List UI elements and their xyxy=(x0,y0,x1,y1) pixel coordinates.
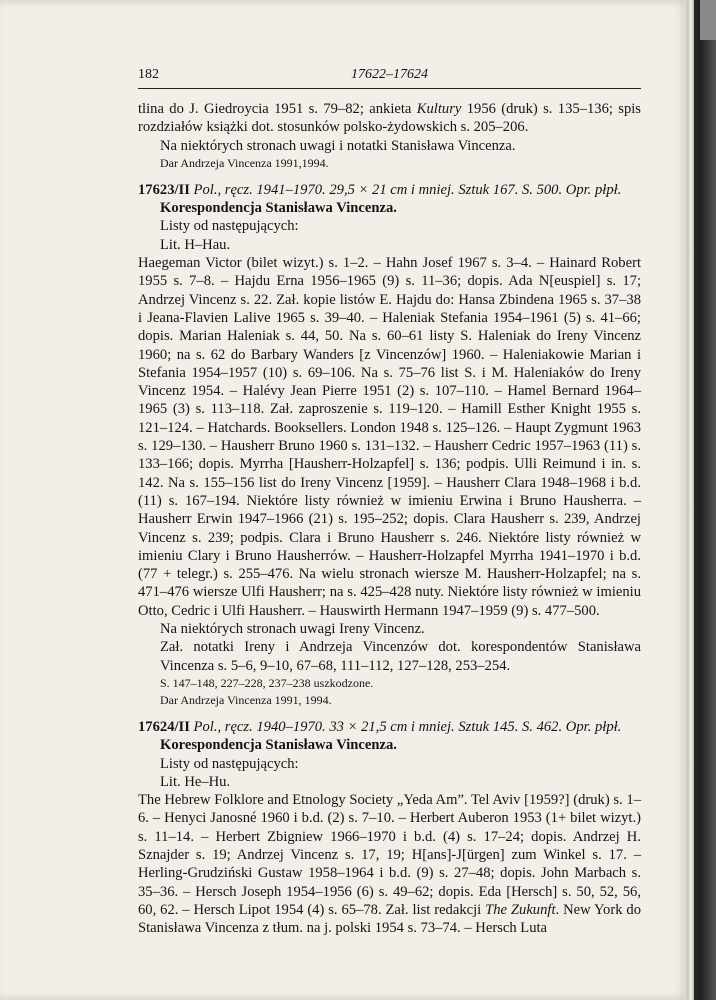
entry-17624-range: Lit. He–Hu. xyxy=(160,773,231,790)
page-number: 182 xyxy=(138,67,159,82)
entry-17624-body xyxy=(138,791,641,937)
entry-17624-head xyxy=(138,718,641,736)
intro-provenance: Dar Andrzeja Vincenza 1991,1994. xyxy=(160,155,329,170)
entry-17624-title: Korespondencja Stanisława Vincenza. xyxy=(160,737,397,754)
entry-17624-letters-from: Listy od następujących: xyxy=(160,755,299,772)
entry-17624-signature: 17624/II xyxy=(138,718,190,735)
entry-17623-remark: Na niektórych stronach uwagi Ireny Vincenz. xyxy=(160,621,425,638)
scanner-edge xyxy=(700,0,716,40)
intro-paragraph xyxy=(138,100,641,137)
entry-17623-signature: 17623/II xyxy=(138,181,190,198)
entry-17623-title: Korespondencja Stanisława Vincenza. xyxy=(160,200,397,217)
spacer xyxy=(138,172,641,181)
entry-17624-description: Pol., ręcz. 1940–1970. 33 × 21,5 cm i mniej. Sztuk 145. S. 462. Opr. płpł. xyxy=(189,718,622,735)
intro-italic: Kultury xyxy=(416,101,462,117)
intro-remark: Na niektórych stronach uwagi i notatki Stanisława Vincenza. xyxy=(160,137,516,154)
entry-17623-head xyxy=(138,181,641,199)
page-content xyxy=(138,100,641,937)
entry-17623-body: Haegeman Victor (bilet wizyt.) s. 1–2. – Hahn Josef 1967 s. 3–4. – Hainard Robert 1955 s. 7–8. – Hajdu Erna 1956–1965 (9) s. 11–36; dopis. Ada N[euspiel] s. 17; Andrzej Vincenz s. 22. Zał. kopie listów E. Hajdu do: Hansa Zbindena 1965 s. 37–38 i Jeana-Flavien Lalive 1965 s. 39–40. – Haleniak Stefania 1954–1961 (5) s. 41–66; dopis. Marian Haleniak s. 44, 50. Na s. 60–61 listy S. Haleniak do Ireny Vincenz 1960; na s. 62 do Barbary Wanders [z Vincenzów] 1960. – Haleniakowie Marian i Stefania 1954–1957 (10) s. 69–106. Na s. 75–76 list S. i M. Haleniaków do Ireny Vincenz 1954. – Halévy Jean Pierre 1951 (2) s. 107–110. – Hamel Bernard 1964–1965 (3) s. 113–118. Zał. zaproszenie s. 119–120. – Hamill Esther Knight 1955 s. 121–124. – Hatchards. Booksellers. London 1948 s. 125–126. – Haupt Zygmunt 1963 s. 129–130. – Hausherr Bruno 1960 s. 131–132. – Hausherr Cedric 1957–1963 (11) s. 133–166; dopis. Myrrha [Hausherr-Holzapfel] s. 136; podpis. Ulli Reimund i in. s. 142. Na s. 155–156 list do Ireny Vincenz [1959]. – Hausherr Clara 1948–1968 i b.d. (11) s. 167–194. Niektóre listy również w imieniu Erwina i Bruno Hausherra. – Hausherr Erwin 1947–1966 (21) s. 195–252; dopis. Clara Hausherr s. 239, Andrzej Vincenz s. 239; podpis. Clara i Bruno Hausherr s. 246. Niektóre listy również w imieniu Clary i Bruno Hausherrów. – Hausherr-Holzapfel Myrrha 1941–1970 i b.d. (77 + telegr.) s. 255–476. Na wielu stronach wiersze M. Hausherr-Holzapfel; na s. 471–476 wiersze Ulfi Hausherr; na s. 425–428 nuty. Niektóre listy również w imieniu Otto, Cedric i Ulfi Hausherr. – Hauswirth Hermann 1947–1959 (9) s. 477–500. xyxy=(138,255,641,619)
entry-17623-letters-from: Listy od następujących: xyxy=(160,218,299,235)
page-header xyxy=(138,66,641,89)
spacer xyxy=(138,709,641,718)
entry-17624-body-part-1: The Hebrew Folklore and Etnology Society „Yeda Am”. Tel Aviv [1959?] (druk) s. 1–6. – Henyci Janosné 1960 i b.d. (2) s. 7–10. – Herbert Auberon 1953 (1+ bilet wizyt.) s. 11–14. – Herbert Zbigniew 1966–1970 i b.d. (4) s. 17–24; dopis. Andrzej H. Sznajder s. 19; Andrzej Vincenz s. 17, 19; H[ans]-J[ürgen] zum Winkel s. 17. – Herling-Grudziński Gustaw 1958–1964 i b.d. (9) s. 27–48; dopis. John Marbach s. 35–36. – Hersch Joseph 1954–1956 (6) s. 49–62; dopis. Eda [Hersch] s. 50, 52, 56, 60, 62. – Hersch Lipot 1954 (4) s. 65–78. Zał. list redakcji xyxy=(138,792,641,918)
intro-text-after: 1956 (druk) s. 135–136; spis rozdziałów książki dot. stosunków polsko-żydowskich s. 205–206. xyxy=(138,101,641,136)
entry-17623-description: Pol., ręcz. 1941–1970. 29,5 × 21 cm i mniej. Sztuk 167. S. 500. Opr. płpł. xyxy=(189,181,622,198)
entry-17623-range: Lit. H–Hau. xyxy=(160,236,231,253)
page-edge xyxy=(684,0,694,1000)
entry-17623-damage: S. 147–148, 227–228, 237–238 uszkodzone. xyxy=(160,675,374,690)
entry-17624-body-part-2: . New York do Stanisława Vincenza z tłum. na j. polski 1954 s. 73–74. – Hersch Luta xyxy=(138,901,642,937)
intro-text: tlina do J. Giedroycia 1951 s. 79–82; ankieta xyxy=(138,101,417,117)
entry-17623-attachment: Zał. notatki Ireny i Andrzeja Vincenzów dot. korespondentów Stanisława Vincenza s. 5–6, 9–10, 67–68, 111–112, 127–128, 253–254. xyxy=(160,639,641,674)
running-head: 17622–17624 xyxy=(351,67,428,82)
entry-17623-provenance: Dar Andrzeja Vincenza 1991, 1994. xyxy=(160,692,332,707)
entry-17624-body-italic: The Zukunft xyxy=(485,901,556,918)
